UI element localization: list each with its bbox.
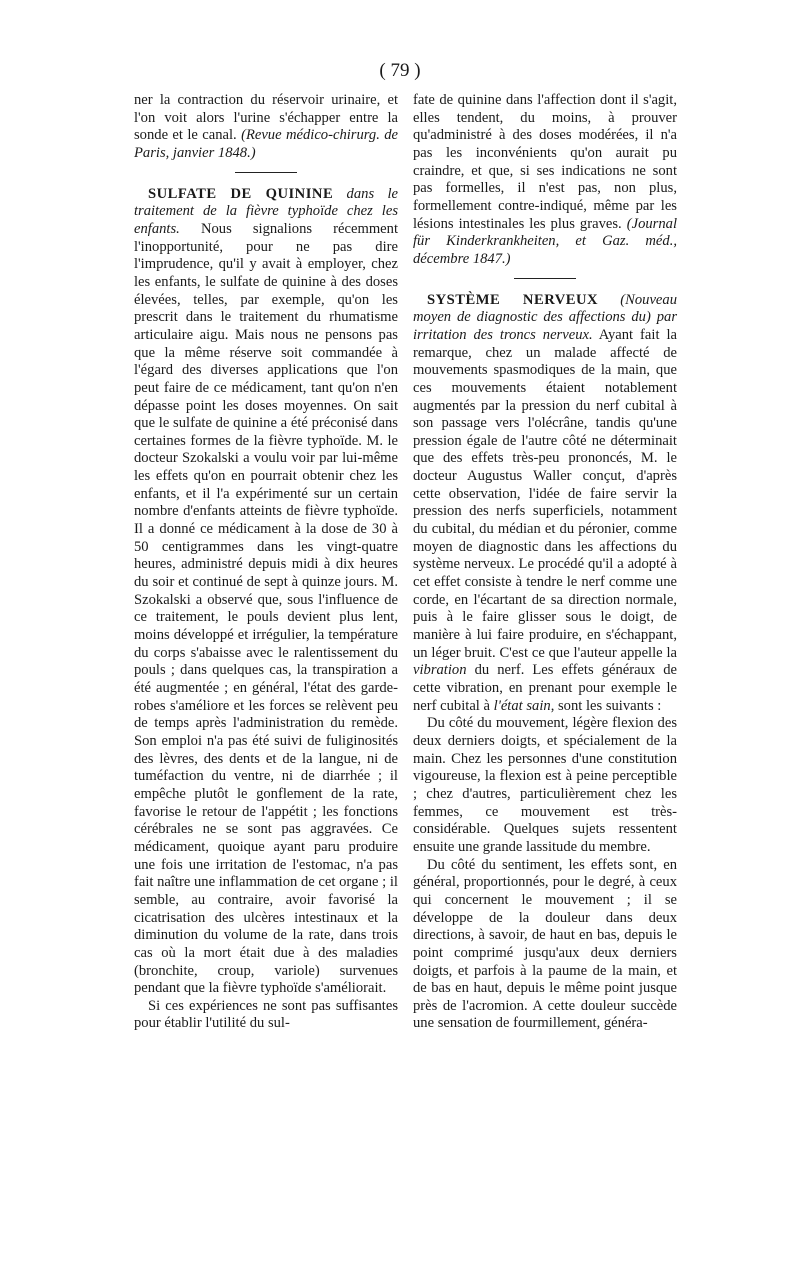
section-divider <box>235 172 297 173</box>
sentiment-paragraph <box>413 857 677 1034</box>
page-number: ( 79 ) <box>379 60 421 81</box>
sulfate-body-2: Si ces expériences ne sont pas suffisantes pour établir l'utilité du sul- <box>134 997 398 1032</box>
systeme-heading: SYSTÈME NERVEUX <box>427 291 599 308</box>
quinine-text: fate de quinine dans l'affection dont il s'agit, elles tendent, du moins, à prouver qu'administré à des doses modérées, il n'a pas les inconvénients qu'on aurait pu craindre, et que, si ses indications ne sont pas formelles, il n'est pas, non plus, formellement contre-indiqué, même par les lésions intestinales les plus graves. <box>413 92 677 232</box>
systeme-article <box>413 292 677 716</box>
revue-citation: (Revue médico-chirurg. de Paris, janvier 1848.) <box>134 127 399 161</box>
left-column <box>134 92 398 1033</box>
systeme-body: Ayant fait la remarque, chez un malade affecté de mouvements spasmodiques de la main, que ces mouvements étaient notablement augmentés par la pression du nerf cubital à son passage vers l'olécrâne, tandis qu'une pression égale de l'autre côté ne déterminait que des effets très-peu prononcés, M. le docteur Augustus Waller conçut, d'après cette observation, l'idée de faire servir la pression des nerfs superficiels, notamment du cubital, du médian et du péronier, comme moyen de diagnostic dans les affections du système nerveux. Le procédé qu'il a adopté à cet effet consiste à tendre le nerf comme une corde, en l'écartant de sa direction normale, puis à le faire glisser sous le doigt, de manière à lui faire produire, en s'échappant, un léger bruit. C'est ce que l'auteur appelle la <box>413 326 677 661</box>
vibration-term: vibration <box>413 662 467 679</box>
sulfate-article <box>134 186 398 998</box>
sentiment-text: Du côté du sentiment, les effets sont, en général, proportionnés, pour le degré, à ceux qui concernent le mouvement ; il se développe de la douleur dans deux directions, à savoir, de haut en bas, depuis le point comprimé jusqu'aux deux derniers doigts, et parfois à la paume de la main, et de bas en haut, depuis le même point jusque près de l'acromion. A cette douleur succède une sensation de fourmillement, généra- <box>413 856 677 1032</box>
systeme-body-c: , sont les suivants : <box>550 697 662 714</box>
urine-text: ner la contraction du réservoir urinaire, et l'on voit alors l'urine s'échapper entre la sonde et le canal. <box>134 92 398 144</box>
sulfate-body: Nous signalions récemment l'inopportunité, pour ne pas dire l'imprudence, qu'il y avait à employer, chez les enfants, le sulfate de quinine à des doses élevées, telles, par exemple, qu'on les prescrit dans le traitement du rhumatisme articulaire aigu. Mais nous ne pensons pas que la même réserve soit commandée à l'égard des diverses applications que l'on peut faire de ce médicament, tant qu'on n'en dépasse point les doses moyennes. On sait que le sulfate de quinine a été préconisé dans certaines formes de la fièvre typhoïde. M. le docteur Szokalski a voulu voir par lui-même les effets qu'on en pourrait obtenir chez les enfants, et il l'a expérimenté sur un certain nombre d'enfants atteints de fièvre typhoïde. Il a donné ce médicament à la dose de 30 à 50 centigrammes dans les vingt-quatre heures, administré depuis midi à dix heures du soir et continué de sept à quinze jours. M. Szokalski a observé que, sous l'influence de ce traitement, le pouls devient plus lent, moins développé et irrégulier, la température du corps s'abaisse avec le ralentissement du pouls ; dans quelques cas, la transpiration a été augmentée ; en général, l'état des garde-robes s'améliore et les forces se relèvent peu de temps après l'administration du remède. Son emploi n'a pas été suivi de fuliginosités des lèvres, des dents et de la langue, ni de tuméfaction du ventre, ni de diarrhée ; il empêche plutôt le gonflement de la rate, favorise le retour de l'appétit ; les fonctions cérébrales ne se sont pas aggravées. Ce médicament, quoique ayant paru produire une fois une irritation de l'estomac, n'a pas fait naître une inflammation de cet organe ; il semble, au contraire, avoir favorisé la cicatrisation des ulcères intestinaux et la diminution du volume de la rate, dans trois cas où la mort était due à des maladies (bronchite, croup, variole) survenues pendant que la fièvre typhoïde s'améliorait. <box>134 220 398 997</box>
section-divider-2 <box>514 278 576 279</box>
right-paragraph-continuation <box>413 92 677 269</box>
mouvement-paragraph <box>413 715 677 856</box>
etat-sain-term: l'état sain <box>493 697 551 714</box>
journal-citation: (Journal für Kinderkrankheiten, et Gaz. méd., décembre 1847.) <box>413 215 677 267</box>
mouvement-text: Du côté du mouvement, légère flexion des deux derniers doigts, et spécialement de la main. Chez les personnes d'une constitution vigoureuse, la flexion est à peine perceptible ; chez d'autres, particulièrement chez les femmes, ce mouvement est très-considérable. Quelques sujets ressentent ensuite une grande lassitude du membre. <box>413 715 677 855</box>
systeme-subtitle: (Nouveau moyen de diagnostic des affections du) par irritation des troncs nerveux. <box>413 291 677 343</box>
sulfate-conclusion <box>134 998 398 1033</box>
right-column <box>413 92 677 1033</box>
left-paragraph-continuation <box>134 92 398 163</box>
systeme-body-b: du nerf. Les effets généraux de cette vibration, en prenant pour exemple le nerf cubital à <box>413 662 677 714</box>
sulfate-subtitle: dans le traitement de la fièvre typhoïde chez les enfants. <box>134 185 398 237</box>
sulfate-heading: SULFATE DE QUININE <box>148 185 334 202</box>
